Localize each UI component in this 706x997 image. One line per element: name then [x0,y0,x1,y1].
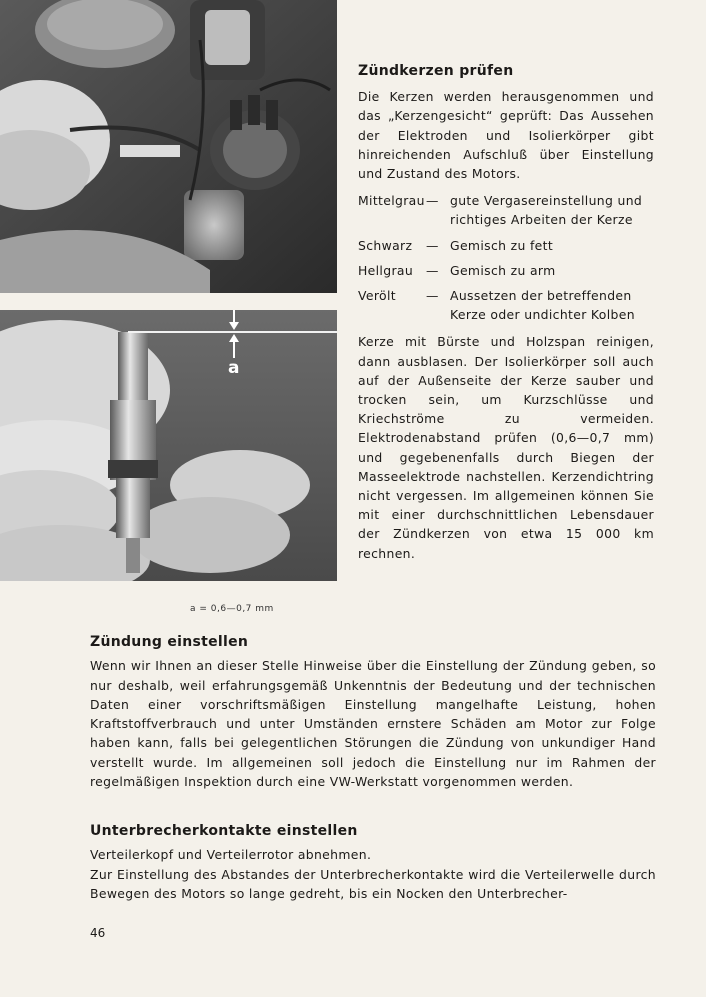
spark-plug-photo [0,310,337,581]
glossary-term: Verölt [358,288,396,304]
section-heading: Unterbrecherkontakte einstellen [90,823,358,839]
glossary-desc: gute Vergasereinstellung und richtiges Arbeiten der Kerze [450,193,643,228]
section-body: Kerze mit Bürste und Holzspan reinigen, dann ausblasen. Der Isolierkörper soll auch auf der Außenseite der Kerze sauber und trocken sein, um Kurzschlüsse und Kriechströme zu vermeiden. Elektrodenabstand prüfen (0,6—0,7 mm) und gegebenenfalls durch Biegen der Masseelektrode nachstellen. Kerzendichtring nicht vergessen. Im allgemeinen können Sie mit einer durchschnittlichen Lebensdauer der Zündkerzen von etwa 15 000 km rechnen. [358,334,654,561]
glossary-list [358,191,654,324]
glossary-term: Schwarz [358,237,413,253]
page-number: 46 [90,926,106,940]
section-heading: Zündung einstellen [90,634,249,650]
section-breaker-points [90,822,656,903]
section-line: Verteilerkopf und Verteilerrotor abnehmen. [90,847,372,863]
glossary-row [358,236,654,255]
glossary-row [358,261,654,280]
glossary-term: Mittelgrau [358,193,425,209]
glossary-dash: — [426,193,439,209]
figure-caption: a = 0,6—0,7 mm [190,604,274,614]
glossary-term: Hellgrau [358,262,414,278]
glossary-desc: Gemisch zu fett [450,237,554,253]
section-ignition [90,633,656,791]
glossary-dash: — [426,262,439,278]
section-heading: Zündkerzen prüfen [358,63,514,79]
glossary-dash: — [426,288,439,304]
section-spark-plugs [358,62,654,563]
glossary-desc: Gemisch zu arm [450,262,556,278]
section-intro: Die Kerzen werden herausgenommen und das „Kerzengesicht“ geprüft: Das Aussehen der Elektroden und Isolierkörper gibt hinreichenden Aufschluß über Einstellung und Zustand des Motors. [358,89,654,182]
glossary-row [358,191,654,229]
glossary-dash: — [426,237,439,253]
gap-marker-label: a [228,358,240,378]
section-body: Wenn wir Ihnen an dieser Stelle Hinweise über die Einstellung der Zündung geben, so nur deshalb, weil erfahrungsgemäß Unkenntnis der Bedeutung und der technischen Daten einer vorschriftsmäßigen Einstellung mangelhafte Leistung, hohen Kraftstoffverbrauch und unter Umständen ernstere Schäden am Motor zur Folge haben kann, falls bei gelegentlichen Störungen die Zündung von unkundiger Hand verstellt wurde. Im allgemeinen soll jedoch die Einstellung nur im Rahmen der regelmäßigen Inspektion durch eine VW-Werkstatt vorgenommen werden. [90,658,656,790]
glossary-row [358,286,654,324]
glossary-desc: Aussetzen der betreffenden Kerze oder undichter Kolben [450,288,635,323]
engine-photo [0,0,337,293]
section-line: Zur Einstellung des Abstandes der Unterbrecherkontakte wird die Verteilerwelle durch Bewegen des Motors so lange gedreht, bis ein Nocken den Unterbrecher- [90,866,656,901]
